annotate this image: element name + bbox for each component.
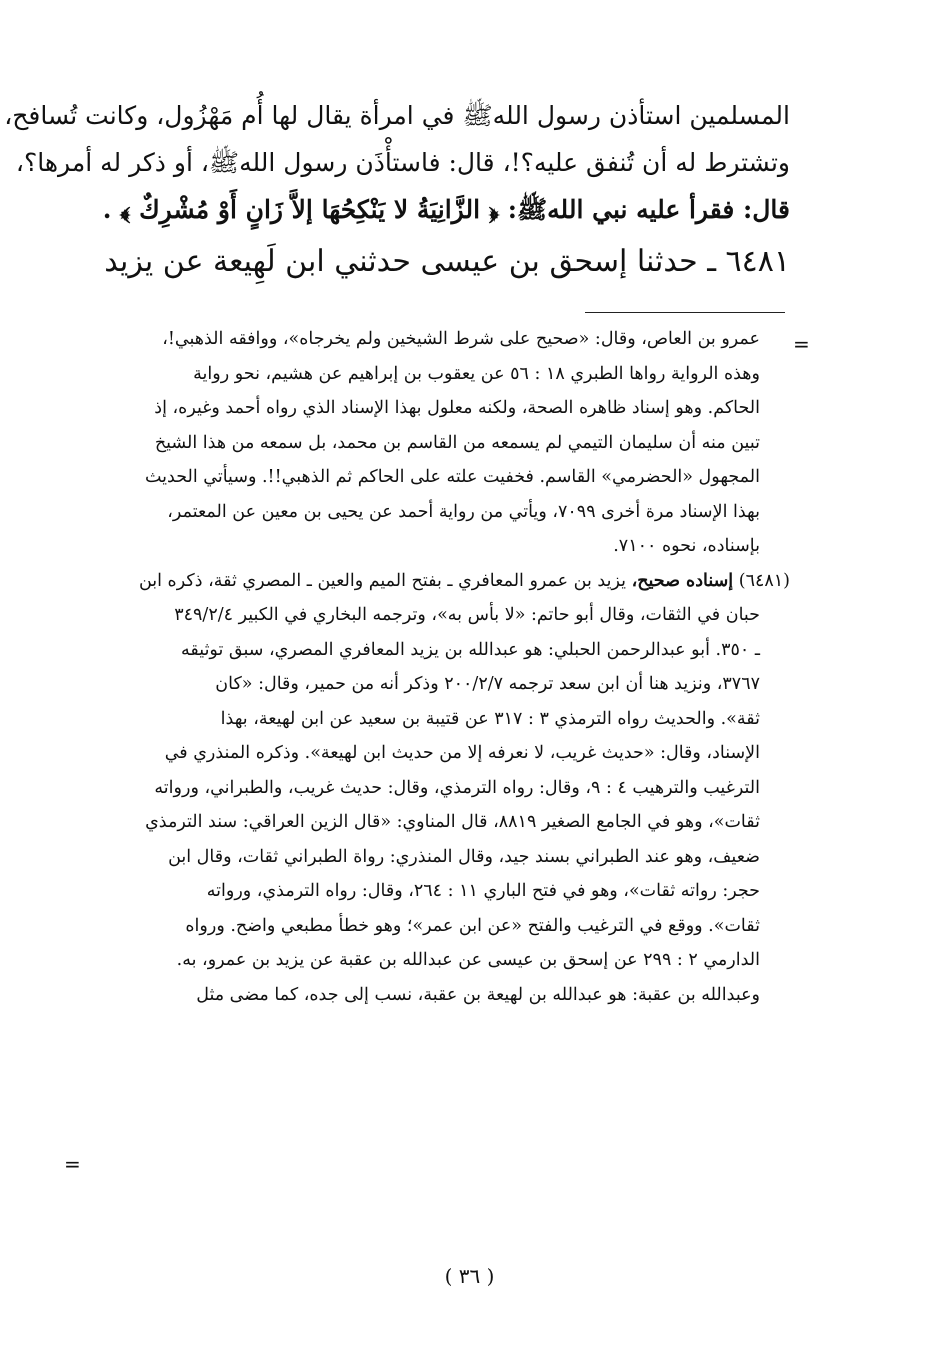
- footnote-6481-first-line: [90, 564, 790, 599]
- footnotes: [90, 322, 790, 1012]
- footnote-first-rest: يزيد بن عمرو المعافري ـ بفتح الميم والعين ـ المصري ثقة، ذكره ابن: [138, 570, 632, 591]
- continuation-mark-top: =: [793, 332, 810, 356]
- footnote-line: وعبدالله بن عقبة: هو عبدالله بن لهيعة بن عقبة، نسب إلى جده، كما مضى مثل: [196, 984, 760, 1005]
- hadith-heading-text: ٦٤٨١ ـ حدثنا إسحق بن عيسى حدثني ابن لَهِيعة عن يزيد: [104, 244, 790, 279]
- main-line-3-text: قال: فقرأ عليه نبي اللهﷺ: ﴿ الزَّانِيَةُ لا يَنْكِحُهَا إلاَّ زَانٍ أَوْ مُشْرِكٌ ﴾ .: [102, 195, 790, 224]
- footnote-line: الإسناد، وقال: «حديث غريب، لا نعرفه إلا من حديث ابن لهيعة». وذكره المنذري في: [164, 743, 760, 763]
- footnote-line: حجر: رواته ثقات»، وهو في فتح الباري ١١ : ٢٦٤، وقال: رواه الترمذي، ورواته: [206, 881, 760, 901]
- footnote-line: وهذه الرواية رواها الطبري ١٨ : ٥٦ عن يعقوب بن إبراهيم عن هشيم، نحو رواية: [193, 363, 760, 384]
- footnote-line: ثقات». ووقع في الترغيب والفتح «عن ابن عمر»؛ وهو خطأ مطبعي واضح. ورواه: [185, 915, 760, 936]
- continuation-mark-bottom: =: [64, 1152, 81, 1176]
- footnote-line: ٣٧٦٧، ونزيد هنا أن ابن سعد ترجمه ٢٠٠/٢/٧ وذكر أنه من حمير، وقال: «كان: [215, 674, 760, 694]
- footnote-divider: [585, 312, 785, 313]
- footnote-line: الحاكم. وهو إسناد ظاهره الصحة، ولكنه معلول بهذا الإسناد الذي رواه أحمد وغيره، إذ: [154, 398, 760, 418]
- footnote-line: ثقة». والحديث رواه الترمذي ٣ : ٣١٧ عن قتيبة بن سعيد عن ابن لهيعة، بهذا: [220, 708, 760, 729]
- main-text: [4, 92, 790, 291]
- footnote-line: بهذا الإسناد مرة أخرى ٧٠٩٩، ويأتي من رواية أحمد عن يحيى بن معين عن المعتمر،: [167, 501, 760, 522]
- main-line-1: المسلمين استأذن رسول اللهﷺ في امرأة يقال لها أُم مَهْزُول، وكانت تُسافح،: [4, 101, 790, 130]
- footnote-line: حبان في الثقات، وقال أبو حاتم: «لا بأس به»، وترجمه البخاري في الكبير ٣٤٩/٢/٤: [174, 605, 760, 625]
- main-line-3: [102, 186, 790, 233]
- hadith-heading-6481: [104, 233, 790, 291]
- footnote-line: بإسناده، نحوه ٧١٠٠.: [613, 536, 760, 556]
- footnote-line: تبين منه أن سليمان التيمي لم يسمعه من القاسم بن محمد، بل سمعه من هذا الشيخ: [154, 432, 760, 453]
- main-line-2: وتشترط له أن تُنفق عليه؟!، قال: فاستأْذَن رسول اللهﷺ، أو ذكر له أمرها؟،: [15, 148, 790, 177]
- footnote-line: المجهول «الحضرمي» القاسم. فخفيت علته على الحاكم ثم الذهبي!!. وسيأتي الحديث: [144, 467, 760, 487]
- footnote-line: عمرو بن العاص، وقال: «صحيح على شرط الشيخين ولم يخرجاه»، ووافقه الذهبي!،: [162, 329, 760, 349]
- footnote-line: ضعيف، وهو عند الطبراني بسند جيد، وقال المنذري: رواة الطبراني ثقات، وقال ابن: [168, 846, 760, 867]
- footnote-lead: إسناده صحيح،: [631, 570, 734, 591]
- footnote-number: (٦٤٨١): [738, 570, 790, 591]
- footnote-line: ثقات»، وهو في الجامع الصغير ٨٨١٩، قال المناوي: «قال الزين العراقي: سند الترمذي: [145, 812, 760, 832]
- footnote-line: الدارمي ٢ : ٢٩٩ عن إسحق بن عيسى عن عبدالله بن عقبة عن يزيد بن عمرو، به.: [176, 950, 760, 970]
- footnote-line: ـ ٣٥٠. أبو عبدالرحمن الحبلي: هو عبدالله بن يزيد المعافري المصري، سبق توثيقه: [181, 639, 760, 660]
- footnote-line: الترغيب والترهيب ٤ : ٩، وقال: رواه الترمذي، وقال: حديث غريب، والطبراني، ورواته: [154, 777, 760, 798]
- page-number: ( ٣٦ ): [444, 1264, 495, 1288]
